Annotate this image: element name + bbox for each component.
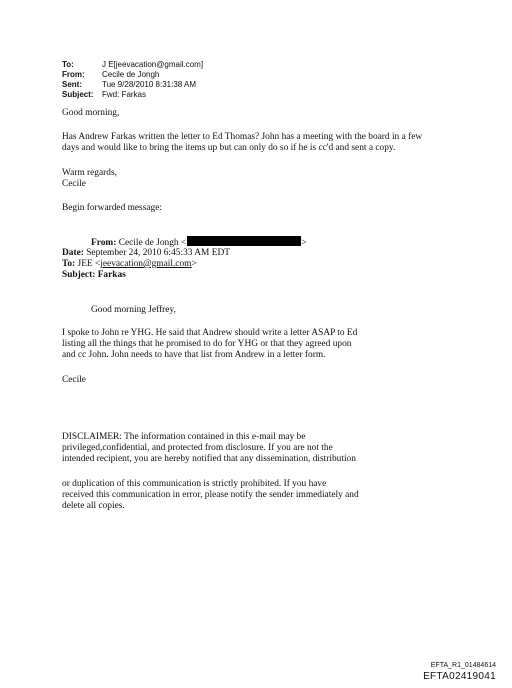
disclaimer-top	[62, 432, 356, 465]
disclaimer-line: or duplication of this communication is strictly prohibited. If you have	[62, 479, 327, 489]
fwd-date-value: September 24, 2010 6:45:33 AM EDT	[86, 248, 230, 258]
subject-value: Fwd: Farkas	[102, 90, 147, 99]
fwd-from-close: >	[301, 238, 307, 248]
body-line: Has Andrew Farkas written the letter to Ed Thomas? John has a meeting with the board in a few	[62, 132, 423, 142]
forwarded-to-row	[62, 259, 197, 270]
header-to-row	[62, 60, 203, 70]
fwd-date-label: Date:	[62, 248, 84, 258]
closing-block	[62, 168, 117, 190]
forwarded-greeting: Good morning Jeffrey,	[91, 305, 176, 315]
forwarded-paragraph	[62, 328, 357, 361]
from-value: Cecile de Jongh	[102, 70, 160, 79]
disclaimer-line: received this communication in error, please notify the sender immediately and	[62, 490, 359, 500]
redaction-bar	[187, 236, 301, 246]
bates-number-small: EFTA_R1_01484614	[430, 662, 496, 669]
to-label: To:	[62, 60, 74, 69]
forwarded-line: and cc John. John needs to have that list from Andrew in a letter form.	[62, 350, 326, 360]
greeting: Good morning,	[62, 108, 120, 118]
fwd-subject-value: Farkas	[97, 270, 126, 280]
disclaimer-bottom	[62, 479, 359, 512]
disclaimer-line: privileged,confidential, and protected from disclosure. If you are not the	[62, 443, 333, 453]
forwarded-date-row	[62, 248, 230, 259]
forward-intro: Begin forwarded message:	[62, 203, 162, 213]
sent-label: Sent:	[62, 80, 82, 89]
subject-label: Subject:	[62, 90, 94, 99]
header-sent-row	[62, 80, 203, 90]
fwd-to-email-link[interactable]: jeevacation@gmail.com	[100, 259, 192, 269]
closing: Warm regards,	[62, 168, 117, 178]
header-from-row	[62, 70, 203, 80]
body-line: days and would like to bring the items up but can only do so if he is cc'd and sent a copy.	[62, 143, 396, 153]
body-paragraph	[62, 132, 422, 154]
forwarded-line: listing all the things that he promised to do for YHG or that they agreed upon	[62, 339, 352, 349]
fwd-to-name: JEE <	[77, 259, 101, 269]
bates-number-large: EFTA02419041	[423, 671, 496, 682]
disclaimer-line: intended recipient, you are hereby notified that any dissemination, distribution	[62, 454, 356, 464]
signature: Cecile	[62, 179, 86, 189]
fwd-from-value: Cecile de Jongh <	[118, 238, 187, 248]
forwarded-signature: Cecile	[62, 375, 86, 385]
disclaimer-line: DISCLAIMER: The information contained in this e-mail may be	[62, 432, 306, 442]
header-subject-row	[62, 90, 203, 100]
forwarded-line: I spoke to John re YHG. He said that Andrew should write a letter ASAP to Ed	[62, 328, 358, 338]
fwd-from-label: From:	[91, 238, 117, 248]
fwd-to-label: To:	[62, 259, 76, 269]
sent-value: Tue 9/28/2010 8:31:38 AM	[102, 80, 196, 89]
disclaimer-line: delete all copies.	[62, 501, 125, 511]
to-value: J E[jeevacation@gmail.com]	[102, 60, 204, 69]
fwd-to-close: >	[191, 259, 197, 269]
fwd-subject-label: Subject:	[62, 270, 96, 280]
from-label: From:	[62, 70, 85, 79]
email-header	[62, 60, 203, 100]
forwarded-subject-row	[62, 270, 126, 281]
